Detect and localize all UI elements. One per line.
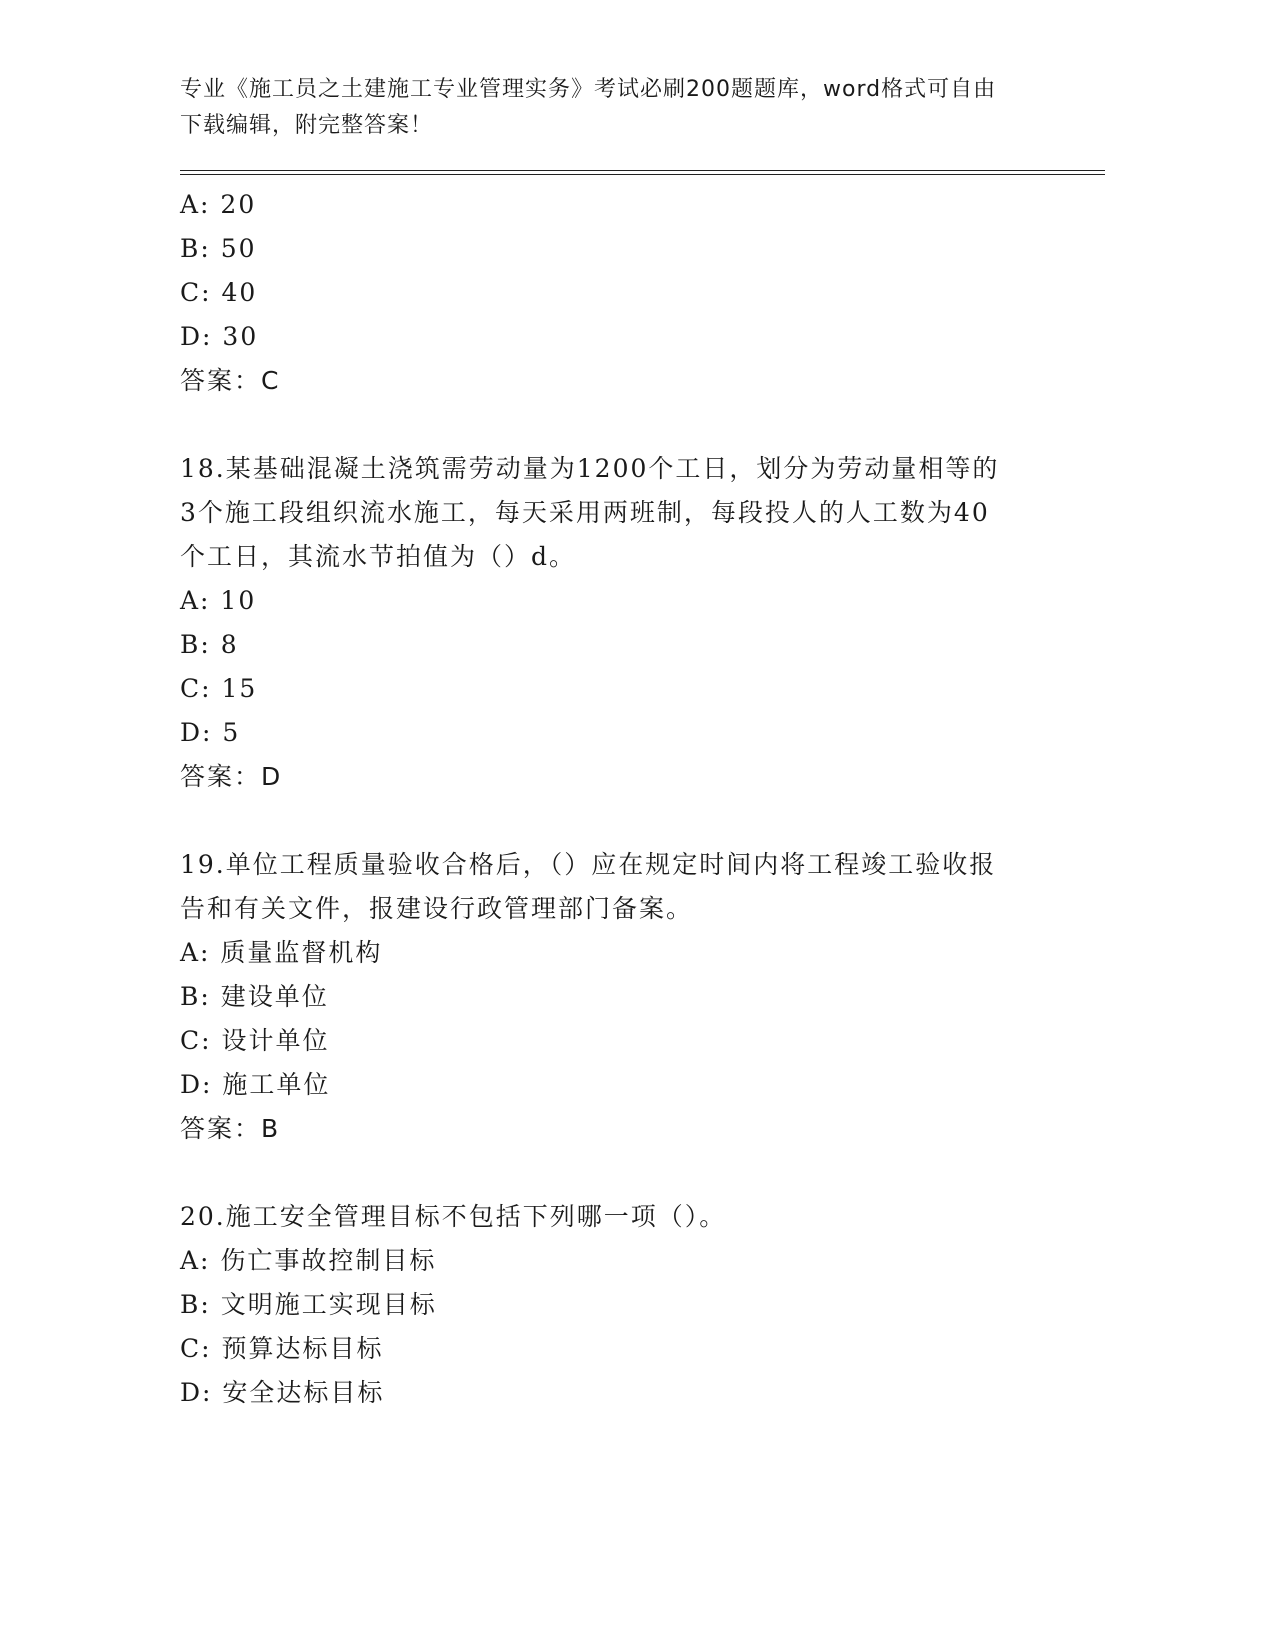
question-stem-line: 3个施工段组织流水施工，每天采用两班制，每段投人的人工数为40 (180, 498, 990, 527)
option-a: A: 伤亡事故控制目标 (180, 1246, 437, 1275)
document-header (180, 72, 1060, 144)
question-17 (180, 183, 1060, 403)
header-divider-top (180, 170, 1105, 171)
option-c: C: 40 (180, 278, 258, 307)
option-c: C: 15 (180, 674, 258, 703)
option-d: D: 施工单位 (180, 1070, 331, 1099)
option-b: B: 建设单位 (180, 982, 329, 1011)
question-19 (180, 843, 1060, 1151)
option-a: A: 20 (180, 190, 257, 219)
question-stem-line: 19.单位工程质量验收合格后，（）应在规定时间内将工程竣工验收报 (180, 850, 997, 879)
option-a: A: 10 (180, 586, 257, 615)
option-b: B: 8 (180, 630, 239, 659)
question-stem-line: 告和有关文件，报建设行政管理部门备案。 (180, 894, 694, 923)
header-title-line-1: 专业《施工员之土建施工专业管理实务》考试必刷200题题库，word格式可自由 (180, 77, 997, 102)
question-20 (180, 1195, 1060, 1415)
question-list (180, 183, 1060, 1415)
option-b: B: 50 (180, 234, 257, 263)
option-d: D: 安全达标目标 (180, 1378, 385, 1407)
question-stem-line: 20.施工安全管理目标不包括下列哪一项（）。 (180, 1202, 727, 1231)
spacer (180, 799, 1060, 843)
option-b: B: 文明施工实现目标 (180, 1290, 437, 1319)
option-a: A: 质量监督机构 (180, 938, 383, 967)
header-title-line-2: 下载编辑，附完整答案！ (180, 113, 434, 138)
question-stem-line: 18.某基础混凝土浇筑需劳动量为1200个工日，划分为劳动量相等的 (180, 454, 1000, 483)
answer-line: 答案：B (180, 1114, 281, 1143)
option-d: D: 5 (180, 718, 241, 747)
header-divider-bottom (180, 174, 1105, 175)
answer-line: 答案：D (180, 762, 283, 791)
option-c: C: 设计单位 (180, 1026, 330, 1055)
option-c: C: 预算达标目标 (180, 1334, 384, 1363)
question-stem-line: 个工日，其流水节拍值为（）d。 (180, 542, 577, 571)
question-18 (180, 447, 1060, 799)
spacer (180, 1151, 1060, 1195)
answer-line: 答案：C (180, 366, 281, 395)
option-d: D: 30 (180, 322, 259, 351)
spacer (180, 403, 1060, 447)
